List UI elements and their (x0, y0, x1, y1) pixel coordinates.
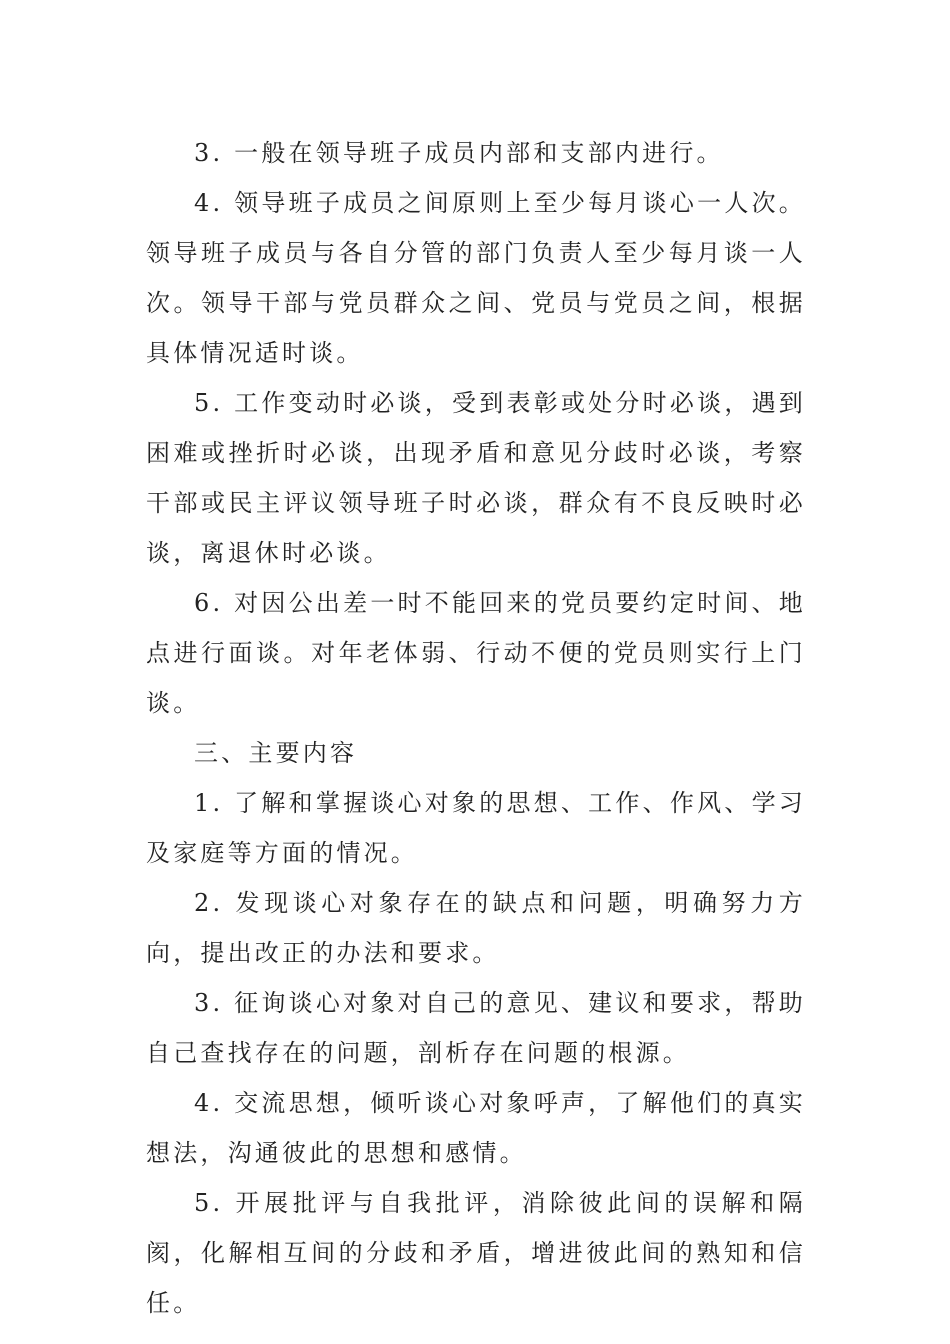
content-item-1: 1. 了解和掌握谈心对象的思想、工作、作风、学习及家庭等方面的情况。 (146, 789, 806, 867)
content-item-2: 2. 发现谈心对象存在的缺点和问题，明确努力方向，提出改正的办法和要求。 (146, 889, 806, 967)
content-item-5: 5. 开展批评与自我批评，消除彼此间的误解和隔阂，化解相互间的分歧和矛盾，增进彼此间的熟知和信任。 (146, 1189, 806, 1317)
section-heading-main-content: 三、主要内容 (194, 739, 358, 767)
content-item-3: 3. 征询谈心对象对自己的意见、建议和要求，帮助自己查找存在的问题，剖析存在问题的根源。 (146, 989, 806, 1067)
paragraph-item-3: 3. 一般在领导班子成员内部和支部内进行。 (194, 139, 724, 167)
paragraph-item-5: 5. 工作变动时必谈，受到表彰或处分时必谈，遇到困难或挫折时必谈，出现矛盾和意见分歧时必谈，考察干部或民主评议领导班子时必谈，群众有不良反映时必谈，离退休时必谈。 (146, 389, 806, 567)
document-body (146, 128, 806, 1328)
paragraph-item-4: 4. 领导班子成员之间原则上至少每月谈心一人次。领导班子成员与各自分管的部门负责人至少每月谈一人次。领导干部与党员群众之间、党员与党员之间，根据具体情况适时谈。 (146, 189, 806, 367)
content-item-4: 4. 交流思想，倾听谈心对象呼声，了解他们的真实想法，沟通彼此的思想和感情。 (146, 1089, 806, 1167)
paragraph-item-6: 6. 对因公出差一时不能回来的党员要约定时间、地点进行面谈。对年老体弱、行动不便的党员则实行上门谈。 (146, 589, 806, 717)
